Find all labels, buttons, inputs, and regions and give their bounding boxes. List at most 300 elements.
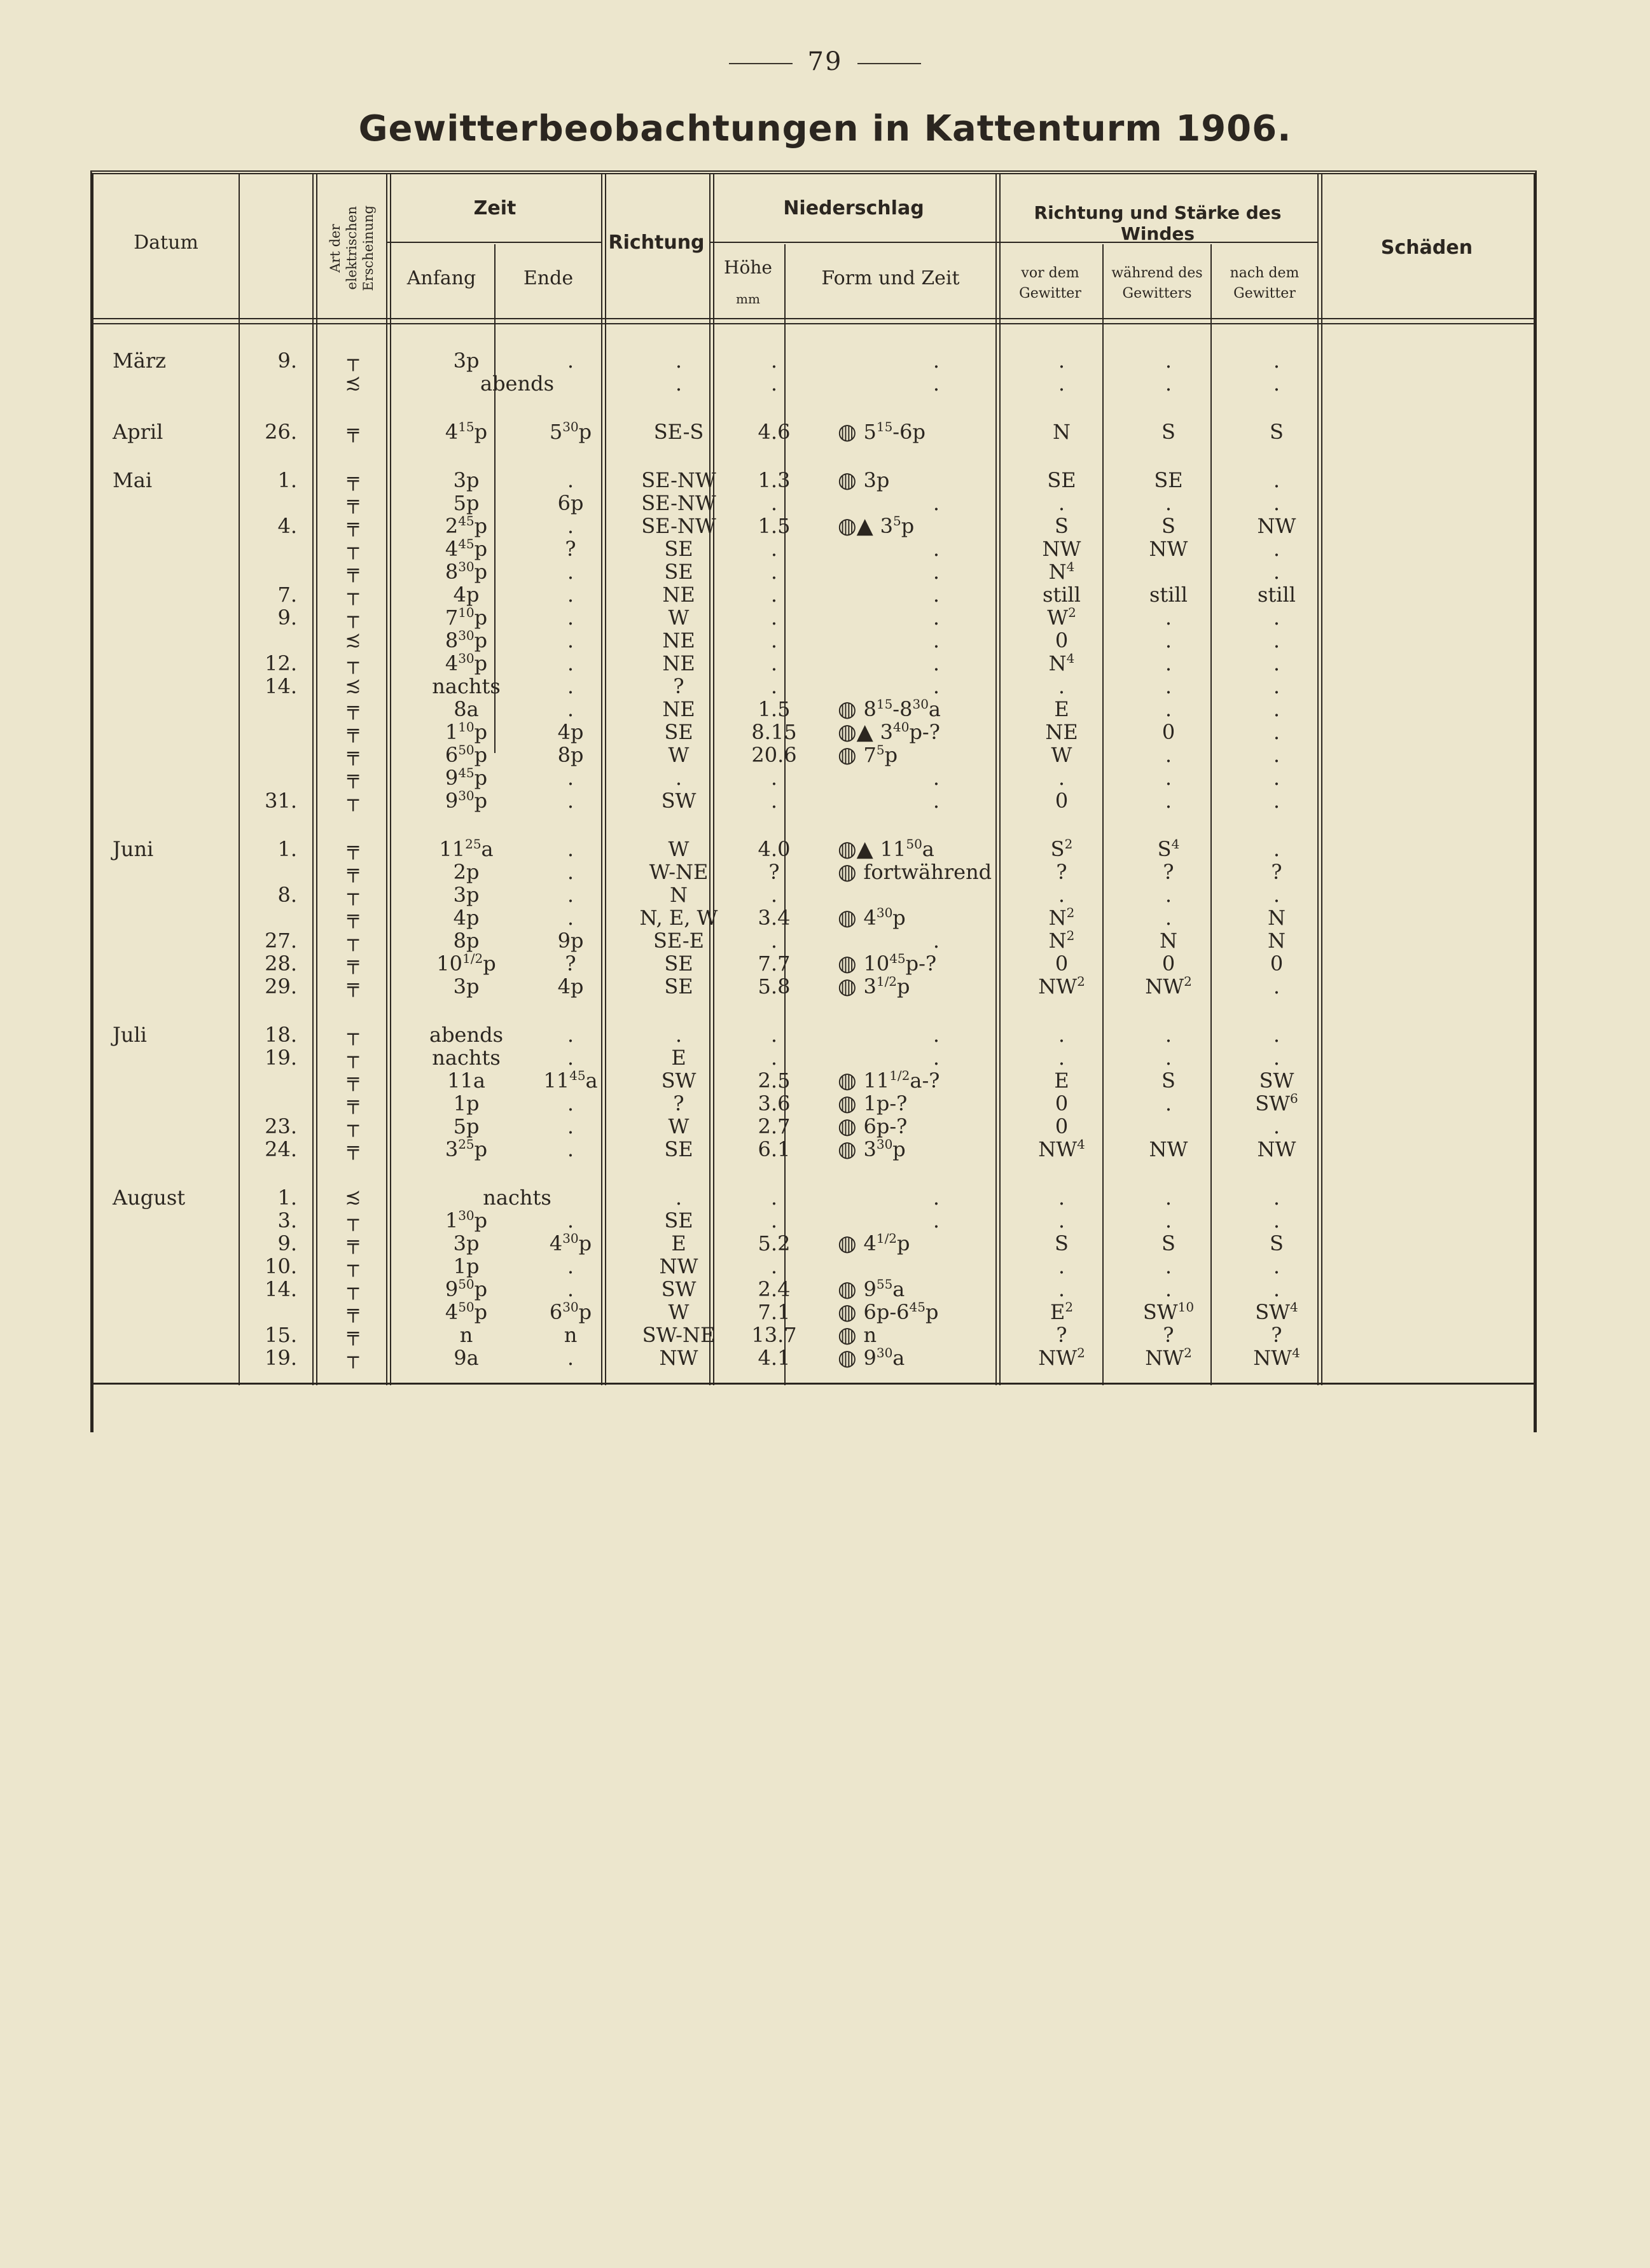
cell-wind-vor: 0 <box>1055 1114 1069 1138</box>
cell-wind-vor: $N^2$ <box>1048 905 1075 930</box>
cell-anfang: 8p <box>453 929 480 953</box>
cell-hoehe: ? <box>768 860 780 884</box>
cell-richtung: SE-NW <box>641 468 716 492</box>
cell-anfang: abends <box>429 1023 503 1047</box>
cell-hoehe: . <box>770 651 778 675</box>
precipitation-icon: ◍ <box>838 905 864 930</box>
cell-day: 15. <box>265 1323 297 1347</box>
table-row <box>94 789 1534 812</box>
cell-hoehe: . <box>770 789 778 813</box>
observation-table <box>90 170 1537 1432</box>
cell-ende: . <box>567 1046 574 1070</box>
cell-richtung: N, E, W <box>639 906 718 930</box>
cell-richtung: . <box>675 349 683 373</box>
phenomenon-symbol-icon: ┬ <box>347 1278 359 1300</box>
header-zeit: Zeit <box>473 197 516 219</box>
phenomenon-symbol-icon: ╤ <box>347 469 359 491</box>
cell-form-zeit: ◍ $5^{15}-6p$ <box>838 419 926 445</box>
cell-day: 24. <box>265 1137 297 1161</box>
cell-wind-nach: . <box>1273 974 1280 999</box>
cell-ende: . <box>567 1091 574 1116</box>
cell-wind-waehrend: . <box>1165 743 1172 767</box>
cell-hoehe: 7.7 <box>758 951 791 976</box>
cell-richtung: . <box>675 766 683 790</box>
cell-form-zeit: ◍ $8^{15}-8^{30}a$ <box>838 696 941 722</box>
cell-form-zeit: . <box>932 1208 940 1233</box>
cell-richtung: SE <box>664 1137 693 1161</box>
cell-month: Juli <box>113 1023 147 1047</box>
cell-wind-vor: . <box>1058 1208 1065 1233</box>
cell-wind-nach: . <box>1273 371 1280 396</box>
cell-hoehe: . <box>770 605 778 630</box>
cell-day: 14. <box>265 1277 297 1301</box>
cell-hoehe: 5.8 <box>758 974 791 999</box>
cell-day: 28. <box>265 951 297 976</box>
cell-richtung: E <box>671 1231 686 1255</box>
cell-anfang: 1p <box>453 1091 480 1116</box>
cell-day: 1. <box>277 468 297 492</box>
phenomenon-symbol-icon: ┬ <box>347 583 359 605</box>
cell-hoehe: 4.1 <box>758 1346 791 1370</box>
cell-anfang: 9a <box>454 1346 479 1370</box>
cell-richtung: NE <box>662 583 695 607</box>
precipitation-icon: ◍ <box>838 859 864 885</box>
cell-wind-vor: . <box>1058 1186 1065 1210</box>
cell-wind-waehrend: ? <box>1163 860 1174 884</box>
table-row <box>94 883 1534 906</box>
cell-wind-nach: . <box>1273 349 1280 373</box>
cell-ende: . <box>567 1277 574 1301</box>
cell-wind-nach: N <box>1268 906 1286 930</box>
cell-form-zeit: . <box>932 371 940 396</box>
cell-ende: . <box>567 860 574 884</box>
phenomenon-symbol-icon: ┬ <box>347 1255 359 1277</box>
cell-month: August <box>113 1186 186 1210</box>
cell-anfang: $1^{30}p$ <box>445 1208 488 1233</box>
cell-wind-waehrend: $NW^2$ <box>1145 974 1192 999</box>
cell-ende: . <box>567 1254 574 1278</box>
niederschlag-sub-rule <box>709 242 995 243</box>
phenomenon-symbol-icon: ┬ <box>347 929 359 951</box>
cell-wind-waehrend: S <box>1161 1231 1175 1255</box>
cell-ende: . <box>567 560 574 584</box>
cell-wind-vor: . <box>1058 766 1065 790</box>
cell-wind-vor: still <box>1043 583 1081 607</box>
cell-ende: . <box>567 605 574 630</box>
cell-wind-nach: . <box>1273 560 1280 584</box>
cell-richtung: . <box>675 1186 683 1210</box>
cell-anfang: 3p <box>453 883 480 907</box>
cell-richtung: SE-S <box>653 420 704 444</box>
cell-richtung: SE <box>664 974 693 999</box>
cell-wind-vor: . <box>1058 674 1065 698</box>
cell-form-zeit: . <box>932 605 940 630</box>
cell-wind-waehrend: . <box>1165 491 1172 515</box>
cell-wind-nach: . <box>1273 1208 1280 1233</box>
cell-wind-vor: $N^2$ <box>1048 928 1075 953</box>
table-row <box>94 1346 1534 1369</box>
cell-anfang: 3p <box>453 974 480 999</box>
cell-wind-vor: $NW^2$ <box>1038 974 1085 999</box>
cell-form-zeit: ◍ $10^{45}p-$? <box>838 951 937 976</box>
cell-wind-vor: . <box>1058 1046 1065 1070</box>
cell-hoehe: 2.7 <box>758 1114 791 1138</box>
cell-wind-vor: 0 <box>1055 789 1069 813</box>
cell-wind-waehrend: . <box>1165 1277 1172 1301</box>
table-row <box>94 1232 1534 1255</box>
precipitation-icon: ◍ <box>838 951 864 976</box>
cell-anfang: $2^{45}p$ <box>445 513 488 538</box>
cell-form-zeit: ◍ 1p-? <box>838 1091 908 1116</box>
cell-day: 1. <box>277 1186 297 1210</box>
cell-form-zeit: . <box>932 491 940 515</box>
phenomenon-symbol-icon: ┬ <box>347 1115 359 1137</box>
cell-anfang: $8^{30}p$ <box>445 559 488 584</box>
cell-hoehe: 4.6 <box>758 420 791 444</box>
cell-ende: ? <box>565 951 576 976</box>
cell-day: 4. <box>277 514 297 538</box>
precipitation-icon: ◍ <box>838 1322 864 1348</box>
cell-hoehe: 20.6 <box>751 743 797 767</box>
cell-anfang: nachts <box>432 674 501 698</box>
phenomenon-symbol-icon: ╤ <box>347 515 359 537</box>
cell-hoehe: 1.3 <box>758 468 791 492</box>
cell-wind-vor: $S^2$ <box>1050 836 1073 861</box>
cell-richtung: SE-E <box>653 929 705 953</box>
table-row <box>94 861 1534 883</box>
table-row <box>94 675 1534 698</box>
cell-day: 7. <box>277 583 297 607</box>
phenomenon-symbol-icon: ╤ <box>347 721 359 743</box>
table-row <box>94 1023 1534 1046</box>
cell-ende: $5^{30}p$ <box>549 419 592 444</box>
cell-ende: $11^{45}a$ <box>543 1068 598 1093</box>
cell-wind-nach: $SW^6$ <box>1255 1091 1298 1116</box>
page-number-rule-right <box>857 63 921 64</box>
cell-month: Mai <box>113 468 153 492</box>
cell-hoehe: 4.0 <box>758 837 791 861</box>
precipitation-icon: ◍ <box>838 1114 864 1139</box>
cell-wind-waehrend: . <box>1165 674 1172 698</box>
cell-wind-vor: . <box>1058 349 1065 373</box>
phenomenon-symbol-icon: ┬ <box>347 789 359 812</box>
page-number-text: 79 <box>807 47 843 76</box>
cell-wind-vor: . <box>1058 491 1065 515</box>
cell-ende: . <box>567 1346 574 1370</box>
header-datum: Datum <box>134 232 198 254</box>
cell-wind-nach: . <box>1273 837 1280 861</box>
cell-wind-vor: . <box>1058 1023 1065 1047</box>
cell-richtung: SE <box>664 560 693 584</box>
page-number <box>0 47 1650 76</box>
cell-month: März <box>113 349 166 373</box>
phenomenon-symbol-icon: ╤ <box>347 906 359 929</box>
header-bottom-rule-1 <box>94 318 1534 319</box>
cell-form-zeit: ◍ 6p-? <box>838 1114 908 1139</box>
cell-wind-nach: . <box>1273 1023 1280 1047</box>
cell-wind-waehrend: . <box>1165 1186 1172 1210</box>
table-row <box>94 952 1534 975</box>
phenomenon-symbol-icon: ┬ <box>347 1346 359 1369</box>
cell-wind-waehrend: NW <box>1149 537 1188 561</box>
cell-ende: 6p <box>557 491 584 515</box>
table-row <box>94 929 1534 952</box>
cell-wind-vor: W <box>1051 743 1072 767</box>
table-row <box>94 975 1534 998</box>
cell-ende: 9p <box>557 929 584 953</box>
cell-wind-waehrend: ? <box>1163 1323 1174 1347</box>
cell-wind-vor: $NW^4$ <box>1038 1137 1085 1161</box>
cell-form-zeit: . <box>932 583 940 607</box>
cell-ende: . <box>567 906 574 930</box>
cell-wind-waehrend: $S^4$ <box>1157 836 1180 861</box>
cell-ende: . <box>567 1023 574 1047</box>
cell-richtung: W <box>668 743 690 767</box>
cell-hoehe: 6.1 <box>758 1137 791 1161</box>
cell-form-zeit: . <box>932 628 940 653</box>
cell-form-zeit: . <box>932 537 940 561</box>
cell-hoehe: . <box>770 349 778 373</box>
cell-wind-waehrend: SE <box>1154 468 1183 492</box>
cell-wind-nach: . <box>1273 1046 1280 1070</box>
cell-anfang: 4p <box>453 583 480 607</box>
cell-wind-nach: . <box>1273 743 1280 767</box>
cell-day: 19. <box>265 1346 297 1370</box>
cell-wind-vor: E <box>1054 697 1069 721</box>
phenomenon-symbol-icon: ╤ <box>347 420 359 443</box>
cell-form-zeit: ◍▲ $11^{50}a$ <box>838 836 934 862</box>
cell-hoehe: 3.4 <box>758 906 791 930</box>
cell-wind-waehrend: 0 <box>1161 720 1175 744</box>
precipitation-icon: ◍ <box>838 1345 864 1371</box>
cell-wind-nach: . <box>1273 468 1280 492</box>
table-row <box>94 1209 1534 1232</box>
table-row <box>94 1186 1534 1209</box>
header-niederschlag: Niederschlag <box>783 197 924 219</box>
cell-ende: . <box>567 583 574 607</box>
table-row <box>94 629 1534 652</box>
cell-ende: . <box>567 651 574 675</box>
header-wind-nach: nach dem Gewitter <box>1230 265 1300 301</box>
table-row <box>94 1301 1534 1324</box>
zeit-sub-rule <box>386 242 601 243</box>
cell-ende: . <box>567 628 574 653</box>
cell-ende: . <box>567 468 574 492</box>
cell-wind-nach: . <box>1273 883 1280 907</box>
phenomenon-symbol-icon: ╤ <box>347 1138 359 1160</box>
table-row <box>94 838 1534 861</box>
cell-form-zeit: . <box>932 651 940 675</box>
phenomenon-symbol-icon: ╤ <box>347 861 359 883</box>
cell-anfang: $9^{45}p$ <box>445 765 488 790</box>
cell-ende: $4^{30}p$ <box>549 1231 592 1255</box>
precipitation-icon: ◍ <box>838 1091 864 1116</box>
cell-wind-nach: . <box>1273 605 1280 630</box>
cell-wind-nach: ? <box>1271 860 1282 884</box>
cell-wind-waehrend: 0 <box>1161 951 1175 976</box>
cell-richtung: W <box>668 605 690 630</box>
cell-form-zeit: . <box>932 1046 940 1070</box>
cell-wind-nach: . <box>1273 491 1280 515</box>
cell-form-zeit: . <box>932 560 940 584</box>
cell-wind-vor: NW <box>1042 537 1081 561</box>
cell-wind-nach: . <box>1273 651 1280 675</box>
precipitation-icon: ◍ <box>838 974 864 999</box>
cell-ende: . <box>567 883 574 907</box>
cell-hoehe: . <box>770 1208 778 1233</box>
cell-anfang: 11a <box>447 1068 485 1093</box>
phenomenon-symbol-icon: ┬ <box>347 606 359 628</box>
cell-ende: . <box>567 1208 574 1233</box>
precipitation-icon: ◍ <box>838 1276 864 1302</box>
cell-anfang: 1p <box>453 1254 480 1278</box>
header-form-zeit: Form und Zeit <box>821 267 960 289</box>
cell-hoehe: 8.15 <box>751 720 797 744</box>
cell-wind-waehrend: . <box>1165 349 1172 373</box>
cell-form-zeit: . <box>932 674 940 698</box>
cell-hoehe: . <box>770 766 778 790</box>
cell-form-zeit: ◍▲ $3^5p$ <box>838 513 915 539</box>
cell-wind-nach: NW <box>1257 514 1296 538</box>
table-row <box>94 515 1534 537</box>
cell-wind-vor: NE <box>1045 720 1078 744</box>
cell-wind-nach: SW <box>1259 1068 1294 1093</box>
cell-form-zeit: ◍ $4^{30}p$ <box>838 905 906 930</box>
cell-hoehe: . <box>770 371 778 396</box>
cell-hoehe: 2.5 <box>758 1068 791 1093</box>
cell-wind-nach: . <box>1273 1277 1280 1301</box>
table-row <box>94 560 1534 583</box>
cell-day: 27. <box>265 929 297 953</box>
table-row <box>94 906 1534 929</box>
cell-wind-nach: ? <box>1271 1323 1282 1347</box>
table-body <box>94 349 1534 1369</box>
table-row <box>94 1092 1534 1115</box>
cell-wind-nach: still <box>1258 583 1296 607</box>
cell-form-zeit: . <box>932 929 940 953</box>
cell-form-zeit: . <box>932 1023 940 1047</box>
cell-month: April <box>113 420 163 444</box>
cell-richtung: W-NE <box>649 860 709 884</box>
cell-hoehe: . <box>770 929 778 953</box>
cell-hoehe: . <box>770 1023 778 1047</box>
cell-wind-nach: . <box>1273 674 1280 698</box>
phenomenon-symbol-icon: ┬ <box>347 1209 359 1231</box>
cell-wind-vor: $W^2$ <box>1047 605 1076 630</box>
cell-wind-nach: . <box>1273 1114 1280 1138</box>
cell-ende: . <box>567 789 574 813</box>
table-row <box>94 420 1534 443</box>
precipitation-icon: ◍ <box>838 419 864 445</box>
phenomenon-symbol-icon: ╤ <box>347 1232 359 1254</box>
cell-ende: 4p <box>557 720 584 744</box>
cell-hoehe: 13.7 <box>751 1323 797 1347</box>
header-richtung: Richtung <box>608 232 705 254</box>
cell-wind-nach: . <box>1273 1186 1280 1210</box>
cell-anfang: 2p <box>453 860 480 884</box>
table-row <box>94 698 1534 721</box>
cell-day: 3. <box>277 1208 297 1233</box>
cell-anfang: $1^{10}p$ <box>445 719 488 744</box>
cell-day: 8. <box>277 883 297 907</box>
phenomenon-symbol-icon: ╤ <box>347 766 359 789</box>
cell-richtung: SE <box>664 951 693 976</box>
cell-zeit: nachts <box>483 1186 551 1210</box>
table-row <box>94 469 1534 492</box>
phenomenon-symbol-icon: ┬ <box>347 883 359 906</box>
cell-form-zeit: ◍ n <box>838 1322 877 1348</box>
phenomenon-symbol-icon: ┬ <box>347 349 359 371</box>
cell-wind-nach: 0 <box>1270 951 1284 976</box>
cell-wind-waehrend: SW$^{10}$ <box>1142 1299 1195 1324</box>
precipitation-icon: ◍ <box>838 1231 864 1256</box>
cell-form-zeit: ◍ $3^{30}p$ <box>838 1137 906 1162</box>
header-ende: Ende <box>523 267 574 289</box>
cell-richtung: SW <box>661 1277 697 1301</box>
cell-richtung: ? <box>673 674 684 698</box>
cell-wind-vor: SE <box>1047 468 1076 492</box>
precipitation-icon: ◍ <box>838 1137 864 1162</box>
cell-wind-waehrend: . <box>1165 906 1172 930</box>
cell-anfang: $4^{45}p$ <box>445 536 488 561</box>
phenomenon-symbol-icon: ╤ <box>347 1069 359 1091</box>
cell-wind-waehrend: S <box>1161 514 1175 538</box>
cell-wind-waehrend: N <box>1160 929 1177 953</box>
cell-form-zeit: ◍ $6p-6^{45}p$ <box>838 1299 939 1325</box>
cell-richtung: SE <box>664 537 693 561</box>
table-row <box>94 606 1534 629</box>
cell-hoehe: . <box>770 883 778 907</box>
cell-hoehe: 7.1 <box>758 1300 791 1324</box>
cell-wind-nach: . <box>1273 720 1280 744</box>
cell-richtung: W <box>668 837 690 861</box>
cell-wind-waehrend: . <box>1165 697 1172 721</box>
phenomenon-symbol-icon: ╤ <box>347 1301 359 1323</box>
cell-wind-waehrend: NW <box>1149 1137 1188 1161</box>
table-row <box>94 537 1534 560</box>
cell-anfang: $6^{50}p$ <box>445 742 488 767</box>
cell-anfang: $9^{50}p$ <box>445 1276 488 1301</box>
cell-zeit: abends <box>480 371 554 396</box>
cell-anfang: $4^{50}p$ <box>445 1299 488 1324</box>
cell-ende: . <box>567 837 574 861</box>
cell-day: 1. <box>277 837 297 861</box>
header-anfang: Anfang <box>406 267 476 289</box>
cell-ende: . <box>567 766 574 790</box>
cell-day: 26. <box>265 420 297 444</box>
cell-wind-vor: $E^2$ <box>1050 1299 1074 1324</box>
precipitation-icon: ◍ <box>838 742 864 768</box>
table-row <box>94 583 1534 606</box>
cell-wind-nach: . <box>1273 628 1280 653</box>
precipitation-icon: ◍ <box>838 696 864 722</box>
cell-anfang: n <box>459 1323 473 1347</box>
cell-day: 31. <box>265 789 297 813</box>
table-row <box>94 372 1534 395</box>
cell-richtung: SW-NE <box>642 1323 716 1347</box>
cell-hoehe: . <box>770 583 778 607</box>
cell-anfang: $10^{1/2}p$ <box>436 951 496 976</box>
cell-wind-vor: ? <box>1056 1323 1067 1347</box>
cell-anfang: $8^{30}p$ <box>445 628 488 653</box>
cell-wind-nach: . <box>1273 1254 1280 1278</box>
cell-wind-waehrend: . <box>1165 1046 1172 1070</box>
phenomenon-symbol-icon: ┬ <box>347 1046 359 1068</box>
table-row <box>94 721 1534 743</box>
cell-richtung: NW <box>659 1346 698 1370</box>
cell-form-zeit: . <box>932 349 940 373</box>
precipitation-icon: ◍▲ <box>838 836 880 862</box>
